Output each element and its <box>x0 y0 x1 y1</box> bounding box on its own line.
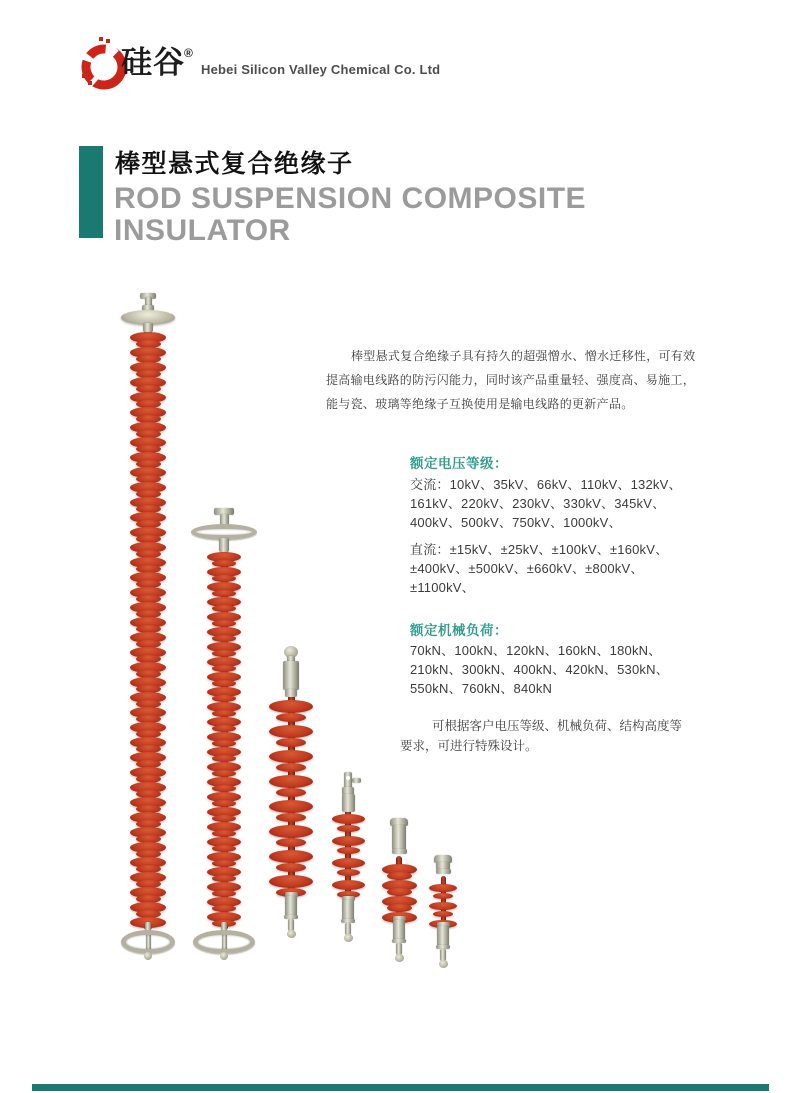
logo-text-cn: 硅谷 <box>121 45 185 80</box>
note-line: 可根据客户电压等级、机械负荷、结构高度等 <box>432 719 683 733</box>
load-list <box>410 641 669 698</box>
intro-line: 能与瓷、玻璃等绝缘子互换使用是输电线路的更新产品。 <box>326 397 634 411</box>
intro-line: 棒型悬式复合绝缘子具有持久的超强憎水、憎水迁移性，可有效 <box>351 349 696 363</box>
load-line: 550kN、760kN、840kN <box>410 681 553 696</box>
registered-mark: ® <box>184 46 193 60</box>
dc-voltage-line: ±400kV、±500kV、±660kV、±800kV、 <box>410 561 644 576</box>
company-name: Hebei Silicon Valley Chemical Co. Ltd <box>201 62 441 77</box>
intro-paragraph <box>326 344 698 416</box>
ac-voltage-line: 161kV、220kV、230kV、330kV、345kV、 <box>410 496 666 511</box>
load-heading: 额定机械负荷： <box>410 623 508 638</box>
ac-voltage-line: 交流：10kV、35kV、66kV、110kV、132kV、 <box>410 477 682 492</box>
load-line: 70kN、100kN、120kN、160kN、180kN、 <box>410 643 662 658</box>
note-line: 要求，可进行特殊设计。 <box>400 739 538 753</box>
footer-accent-bar <box>32 1084 769 1091</box>
dc-voltage-line: ±1100kV、 <box>410 580 475 595</box>
product-title-en-line1: ROD SUSPENSION COMPOSITE <box>114 182 587 215</box>
dc-voltage-line: 直流：±15kV、±25kV、±100kV、±160kV、 <box>410 542 669 557</box>
voltage-heading: 额定电压等级： <box>410 456 508 471</box>
product-title-en-line2: INSULATOR <box>114 214 291 247</box>
ac-voltage-line: 400kV、500kV、750kV、1000kV、 <box>410 515 622 530</box>
dc-voltage-list <box>410 540 668 597</box>
insulator-6 <box>373 855 513 948</box>
ac-voltage-list <box>410 475 682 532</box>
load-line: 210kN、300kN、400kN、420kN、530kN、 <box>410 662 669 677</box>
custom-design-note <box>400 716 700 756</box>
product-title-cn: 棒型悬式复合绝缘子 <box>115 150 354 178</box>
intro-line: 提高输电线路的防污闪能力，同时该产品重量轻、强度高、易施工， <box>326 373 696 387</box>
